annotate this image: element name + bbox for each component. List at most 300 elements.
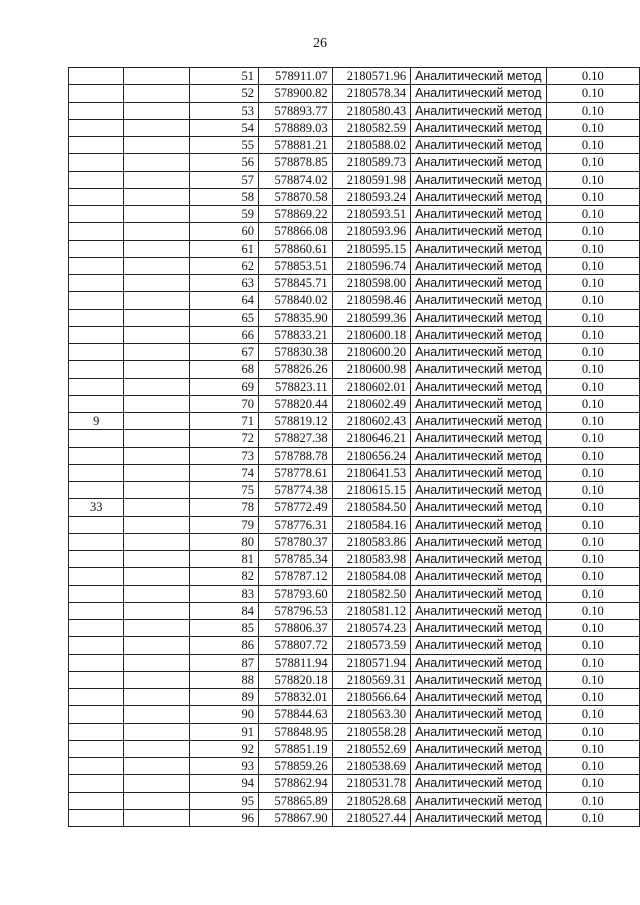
x-coordinate-cell: 578827.38 xyxy=(258,430,332,447)
x-coordinate-cell: 578911.07 xyxy=(258,68,332,85)
x-coordinate-cell: 578833.21 xyxy=(258,326,332,343)
x-coordinate-cell: 578787.12 xyxy=(258,568,332,585)
point-number-cell: 84 xyxy=(189,602,258,619)
x-coordinate-cell: 578835.90 xyxy=(258,309,332,326)
subgroup-cell xyxy=(124,326,189,343)
accuracy-cell: 0.10 xyxy=(546,723,639,740)
accuracy-cell: 0.10 xyxy=(546,257,639,274)
accuracy-cell: 0.10 xyxy=(546,102,639,119)
group-cell xyxy=(69,257,124,274)
subgroup-cell xyxy=(124,85,189,102)
x-coordinate-cell: 578845.71 xyxy=(258,275,332,292)
table-row xyxy=(69,637,640,654)
x-coordinate-cell: 578878.85 xyxy=(258,154,332,171)
accuracy-cell: 0.10 xyxy=(546,654,639,671)
group-cell xyxy=(69,154,124,171)
y-coordinate-cell: 2180600.20 xyxy=(332,344,410,361)
group-cell xyxy=(69,171,124,188)
table-row xyxy=(69,533,640,550)
x-coordinate-cell: 578820.44 xyxy=(258,395,332,412)
y-coordinate-cell: 2180527.44 xyxy=(332,809,410,826)
method-cell: Аналитический метод xyxy=(411,378,546,395)
method-cell: Аналитический метод xyxy=(411,326,546,343)
subgroup-cell xyxy=(124,792,189,809)
subgroup-cell xyxy=(124,602,189,619)
accuracy-cell: 0.10 xyxy=(546,637,639,654)
table-row xyxy=(69,689,640,706)
group-cell xyxy=(69,706,124,723)
x-coordinate-cell: 578860.61 xyxy=(258,240,332,257)
x-coordinate-cell: 578866.08 xyxy=(258,223,332,240)
group-cell xyxy=(69,188,124,205)
table-row xyxy=(69,620,640,637)
accuracy-cell: 0.10 xyxy=(546,240,639,257)
accuracy-cell: 0.10 xyxy=(546,223,639,240)
group-cell xyxy=(69,223,124,240)
accuracy-cell: 0.10 xyxy=(546,430,639,447)
x-coordinate-cell: 578881.21 xyxy=(258,137,332,154)
y-coordinate-cell: 2180598.46 xyxy=(332,292,410,309)
method-cell: Аналитический метод xyxy=(411,292,546,309)
x-coordinate-cell: 578772.49 xyxy=(258,499,332,516)
group-cell xyxy=(69,292,124,309)
group-cell xyxy=(69,568,124,585)
y-coordinate-cell: 2180581.12 xyxy=(332,602,410,619)
method-cell: Аналитический метод xyxy=(411,413,546,430)
table-row xyxy=(69,188,640,205)
group-cell xyxy=(69,309,124,326)
y-coordinate-cell: 2180656.24 xyxy=(332,447,410,464)
x-coordinate-cell: 578776.31 xyxy=(258,516,332,533)
subgroup-cell xyxy=(124,292,189,309)
table-row xyxy=(69,671,640,688)
table-row xyxy=(69,809,640,826)
y-coordinate-cell: 2180574.23 xyxy=(332,620,410,637)
point-number-cell: 96 xyxy=(189,809,258,826)
table-row xyxy=(69,585,640,602)
y-coordinate-cell: 2180538.69 xyxy=(332,758,410,775)
y-coordinate-cell: 2180593.24 xyxy=(332,188,410,205)
subgroup-cell xyxy=(124,516,189,533)
subgroup-cell xyxy=(124,620,189,637)
group-cell xyxy=(69,637,124,654)
method-cell: Аналитический метод xyxy=(411,499,546,516)
subgroup-cell xyxy=(124,654,189,671)
x-coordinate-cell: 578830.38 xyxy=(258,344,332,361)
point-number-cell: 80 xyxy=(189,533,258,550)
accuracy-cell: 0.10 xyxy=(546,464,639,481)
accuracy-cell: 0.10 xyxy=(546,740,639,757)
point-number-cell: 78 xyxy=(189,499,258,516)
method-cell: Аналитический метод xyxy=(411,723,546,740)
point-number-cell: 61 xyxy=(189,240,258,257)
y-coordinate-cell: 2180600.18 xyxy=(332,326,410,343)
method-cell: Аналитический метод xyxy=(411,671,546,688)
subgroup-cell xyxy=(124,171,189,188)
subgroup-cell xyxy=(124,430,189,447)
subgroup-cell xyxy=(124,378,189,395)
x-coordinate-cell: 578870.58 xyxy=(258,188,332,205)
group-cell xyxy=(69,689,124,706)
point-number-cell: 66 xyxy=(189,326,258,343)
table-row xyxy=(69,499,640,516)
y-coordinate-cell: 2180615.15 xyxy=(332,482,410,499)
point-number-cell: 59 xyxy=(189,206,258,223)
subgroup-cell xyxy=(124,257,189,274)
method-cell: Аналитический метод xyxy=(411,689,546,706)
point-number-cell: 67 xyxy=(189,344,258,361)
group-cell xyxy=(69,378,124,395)
subgroup-cell xyxy=(124,482,189,499)
table-row xyxy=(69,154,640,171)
point-number-cell: 64 xyxy=(189,292,258,309)
group-cell xyxy=(69,775,124,792)
group-cell xyxy=(69,809,124,826)
group-cell xyxy=(69,85,124,102)
y-coordinate-cell: 2180593.51 xyxy=(332,206,410,223)
y-coordinate-cell: 2180602.01 xyxy=(332,378,410,395)
y-coordinate-cell: 2180558.28 xyxy=(332,723,410,740)
method-cell: Аналитический метод xyxy=(411,206,546,223)
subgroup-cell xyxy=(124,637,189,654)
x-coordinate-cell: 578788.78 xyxy=(258,447,332,464)
subgroup-cell xyxy=(124,447,189,464)
table-row xyxy=(69,516,640,533)
point-number-cell: 88 xyxy=(189,671,258,688)
accuracy-cell: 0.10 xyxy=(546,809,639,826)
group-cell xyxy=(69,137,124,154)
method-cell: Аналитический метод xyxy=(411,68,546,85)
group-cell xyxy=(69,344,124,361)
table-row xyxy=(69,206,640,223)
point-number-cell: 53 xyxy=(189,102,258,119)
method-cell: Аналитический метод xyxy=(411,223,546,240)
point-number-cell: 83 xyxy=(189,585,258,602)
group-cell xyxy=(69,758,124,775)
coordinates-table xyxy=(68,67,640,827)
accuracy-cell: 0.10 xyxy=(546,344,639,361)
table-row xyxy=(69,758,640,775)
x-coordinate-cell: 578811.94 xyxy=(258,654,332,671)
subgroup-cell xyxy=(124,344,189,361)
x-coordinate-cell: 578774.38 xyxy=(258,482,332,499)
accuracy-cell: 0.10 xyxy=(546,361,639,378)
method-cell: Аналитический метод xyxy=(411,344,546,361)
point-number-cell: 56 xyxy=(189,154,258,171)
subgroup-cell xyxy=(124,533,189,550)
method-cell: Аналитический метод xyxy=(411,654,546,671)
subgroup-cell xyxy=(124,223,189,240)
subgroup-cell xyxy=(124,671,189,688)
x-coordinate-cell: 578780.37 xyxy=(258,533,332,550)
y-coordinate-cell: 2180566.64 xyxy=(332,689,410,706)
table-row xyxy=(69,240,640,257)
subgroup-cell xyxy=(124,275,189,292)
y-coordinate-cell: 2180602.49 xyxy=(332,395,410,412)
y-coordinate-cell: 2180583.98 xyxy=(332,551,410,568)
x-coordinate-cell: 578869.22 xyxy=(258,206,332,223)
accuracy-cell: 0.10 xyxy=(546,551,639,568)
coordinates-table-body xyxy=(69,68,640,827)
subgroup-cell xyxy=(124,137,189,154)
subgroup-cell xyxy=(124,740,189,757)
y-coordinate-cell: 2180573.59 xyxy=(332,637,410,654)
x-coordinate-cell: 578820.18 xyxy=(258,671,332,688)
y-coordinate-cell: 2180593.96 xyxy=(332,223,410,240)
x-coordinate-cell: 578848.95 xyxy=(258,723,332,740)
point-number-cell: 86 xyxy=(189,637,258,654)
subgroup-cell xyxy=(124,102,189,119)
x-coordinate-cell: 578807.72 xyxy=(258,637,332,654)
y-coordinate-cell: 2180582.50 xyxy=(332,585,410,602)
table-row xyxy=(69,119,640,136)
table-row xyxy=(69,68,640,85)
x-coordinate-cell: 578844.63 xyxy=(258,706,332,723)
table-row xyxy=(69,292,640,309)
subgroup-cell xyxy=(124,706,189,723)
method-cell: Аналитический метод xyxy=(411,395,546,412)
y-coordinate-cell: 2180595.15 xyxy=(332,240,410,257)
point-number-cell: 87 xyxy=(189,654,258,671)
method-cell: Аналитический метод xyxy=(411,240,546,257)
point-number-cell: 69 xyxy=(189,378,258,395)
accuracy-cell: 0.10 xyxy=(546,671,639,688)
method-cell: Аналитический метод xyxy=(411,119,546,136)
method-cell: Аналитический метод xyxy=(411,533,546,550)
accuracy-cell: 0.10 xyxy=(546,602,639,619)
y-coordinate-cell: 2180591.98 xyxy=(332,171,410,188)
group-cell xyxy=(69,551,124,568)
point-number-cell: 57 xyxy=(189,171,258,188)
point-number-cell: 91 xyxy=(189,723,258,740)
subgroup-cell xyxy=(124,68,189,85)
x-coordinate-cell: 578867.90 xyxy=(258,809,332,826)
page-number: 26 xyxy=(313,36,327,51)
y-coordinate-cell: 2180528.68 xyxy=(332,792,410,809)
accuracy-cell: 0.10 xyxy=(546,533,639,550)
y-coordinate-cell: 2180583.86 xyxy=(332,533,410,550)
method-cell: Аналитический метод xyxy=(411,792,546,809)
point-number-cell: 68 xyxy=(189,361,258,378)
y-coordinate-cell: 2180578.34 xyxy=(332,85,410,102)
table-row xyxy=(69,551,640,568)
accuracy-cell: 0.10 xyxy=(546,68,639,85)
method-cell: Аналитический метод xyxy=(411,188,546,205)
accuracy-cell: 0.10 xyxy=(546,568,639,585)
accuracy-cell: 0.10 xyxy=(546,378,639,395)
group-cell xyxy=(69,102,124,119)
x-coordinate-cell: 578793.60 xyxy=(258,585,332,602)
x-coordinate-cell: 578796.53 xyxy=(258,602,332,619)
method-cell: Аналитический метод xyxy=(411,430,546,447)
group-cell xyxy=(69,516,124,533)
method-cell: Аналитический метод xyxy=(411,637,546,654)
y-coordinate-cell: 2180599.36 xyxy=(332,309,410,326)
accuracy-cell: 0.10 xyxy=(546,482,639,499)
accuracy-cell: 0.10 xyxy=(546,792,639,809)
accuracy-cell: 0.10 xyxy=(546,171,639,188)
x-coordinate-cell: 578819.12 xyxy=(258,413,332,430)
method-cell: Аналитический метод xyxy=(411,775,546,792)
point-number-cell: 75 xyxy=(189,482,258,499)
subgroup-cell xyxy=(124,568,189,585)
subgroup-cell xyxy=(124,240,189,257)
y-coordinate-cell: 2180580.43 xyxy=(332,102,410,119)
method-cell: Аналитический метод xyxy=(411,171,546,188)
method-cell: Аналитический метод xyxy=(411,482,546,499)
y-coordinate-cell: 2180563.30 xyxy=(332,706,410,723)
accuracy-cell: 0.10 xyxy=(546,206,639,223)
y-coordinate-cell: 2180552.69 xyxy=(332,740,410,757)
table-row xyxy=(69,447,640,464)
subgroup-cell xyxy=(124,361,189,378)
table-row xyxy=(69,654,640,671)
group-cell xyxy=(69,240,124,257)
table-row xyxy=(69,275,640,292)
accuracy-cell: 0.10 xyxy=(546,119,639,136)
point-number-cell: 92 xyxy=(189,740,258,757)
point-number-cell: 82 xyxy=(189,568,258,585)
method-cell: Аналитический метод xyxy=(411,585,546,602)
method-cell: Аналитический метод xyxy=(411,706,546,723)
accuracy-cell: 0.10 xyxy=(546,499,639,516)
point-number-cell: 81 xyxy=(189,551,258,568)
point-number-cell: 70 xyxy=(189,395,258,412)
method-cell: Аналитический метод xyxy=(411,620,546,637)
table-row xyxy=(69,464,640,481)
accuracy-cell: 0.10 xyxy=(546,413,639,430)
x-coordinate-cell: 578853.51 xyxy=(258,257,332,274)
x-coordinate-cell: 578851.19 xyxy=(258,740,332,757)
y-coordinate-cell: 2180569.31 xyxy=(332,671,410,688)
group-cell xyxy=(69,395,124,412)
subgroup-cell xyxy=(124,809,189,826)
subgroup-cell xyxy=(124,119,189,136)
table-row xyxy=(69,775,640,792)
y-coordinate-cell: 2180584.50 xyxy=(332,499,410,516)
group-cell xyxy=(69,620,124,637)
group-cell xyxy=(69,671,124,688)
y-coordinate-cell: 2180600.98 xyxy=(332,361,410,378)
table-row xyxy=(69,378,640,395)
y-coordinate-cell: 2180571.96 xyxy=(332,68,410,85)
group-cell xyxy=(69,361,124,378)
table-row xyxy=(69,171,640,188)
subgroup-cell xyxy=(124,551,189,568)
y-coordinate-cell: 2180571.94 xyxy=(332,654,410,671)
x-coordinate-cell: 578874.02 xyxy=(258,171,332,188)
accuracy-cell: 0.10 xyxy=(546,395,639,412)
y-coordinate-cell: 2180584.16 xyxy=(332,516,410,533)
table-row xyxy=(69,395,640,412)
method-cell: Аналитический метод xyxy=(411,447,546,464)
accuracy-cell: 0.10 xyxy=(546,447,639,464)
subgroup-cell xyxy=(124,309,189,326)
subgroup-cell xyxy=(124,206,189,223)
x-coordinate-cell: 578859.26 xyxy=(258,758,332,775)
x-coordinate-cell: 578865.89 xyxy=(258,792,332,809)
accuracy-cell: 0.10 xyxy=(546,85,639,102)
table-row xyxy=(69,706,640,723)
subgroup-cell xyxy=(124,395,189,412)
table-row xyxy=(69,723,640,740)
point-number-cell: 55 xyxy=(189,137,258,154)
group-cell xyxy=(69,326,124,343)
y-coordinate-cell: 2180646.21 xyxy=(332,430,410,447)
x-coordinate-cell: 578832.01 xyxy=(258,689,332,706)
subgroup-cell xyxy=(124,154,189,171)
subgroup-cell xyxy=(124,775,189,792)
method-cell: Аналитический метод xyxy=(411,516,546,533)
group-cell xyxy=(69,447,124,464)
point-number-cell: 90 xyxy=(189,706,258,723)
subgroup-cell xyxy=(124,464,189,481)
accuracy-cell: 0.10 xyxy=(546,620,639,637)
subgroup-cell xyxy=(124,499,189,516)
point-number-cell: 54 xyxy=(189,119,258,136)
x-coordinate-cell: 578893.77 xyxy=(258,102,332,119)
point-number-cell: 60 xyxy=(189,223,258,240)
accuracy-cell: 0.10 xyxy=(546,758,639,775)
subgroup-cell xyxy=(124,723,189,740)
method-cell: Аналитический метод xyxy=(411,740,546,757)
table-row xyxy=(69,344,640,361)
subgroup-cell xyxy=(124,758,189,775)
table-row xyxy=(69,85,640,102)
table-row xyxy=(69,482,640,499)
subgroup-cell xyxy=(124,188,189,205)
point-number-cell: 94 xyxy=(189,775,258,792)
method-cell: Аналитический метод xyxy=(411,361,546,378)
group-cell xyxy=(69,740,124,757)
group-cell xyxy=(69,792,124,809)
accuracy-cell: 0.10 xyxy=(546,689,639,706)
table-row xyxy=(69,102,640,119)
point-number-cell: 89 xyxy=(189,689,258,706)
group-cell xyxy=(69,275,124,292)
method-cell: Аналитический метод xyxy=(411,602,546,619)
point-number-cell: 79 xyxy=(189,516,258,533)
method-cell: Аналитический метод xyxy=(411,758,546,775)
table-row xyxy=(69,430,640,447)
point-number-cell: 52 xyxy=(189,85,258,102)
x-coordinate-cell: 578862.94 xyxy=(258,775,332,792)
y-coordinate-cell: 2180582.59 xyxy=(332,119,410,136)
point-number-cell: 71 xyxy=(189,413,258,430)
accuracy-cell: 0.10 xyxy=(546,326,639,343)
point-number-cell: 63 xyxy=(189,275,258,292)
table-row xyxy=(69,257,640,274)
table-row xyxy=(69,568,640,585)
point-number-cell: 74 xyxy=(189,464,258,481)
method-cell: Аналитический метод xyxy=(411,85,546,102)
accuracy-cell: 0.10 xyxy=(546,309,639,326)
method-cell: Аналитический метод xyxy=(411,568,546,585)
subgroup-cell xyxy=(124,413,189,430)
method-cell: Аналитический метод xyxy=(411,809,546,826)
y-coordinate-cell: 2180641.53 xyxy=(332,464,410,481)
accuracy-cell: 0.10 xyxy=(546,775,639,792)
point-number-cell: 95 xyxy=(189,792,258,809)
method-cell: Аналитический метод xyxy=(411,154,546,171)
x-coordinate-cell: 578900.82 xyxy=(258,85,332,102)
table-row xyxy=(69,137,640,154)
method-cell: Аналитический метод xyxy=(411,275,546,292)
y-coordinate-cell: 2180596.74 xyxy=(332,257,410,274)
method-cell: Аналитический метод xyxy=(411,102,546,119)
point-number-cell: 51 xyxy=(189,68,258,85)
point-number-cell: 72 xyxy=(189,430,258,447)
